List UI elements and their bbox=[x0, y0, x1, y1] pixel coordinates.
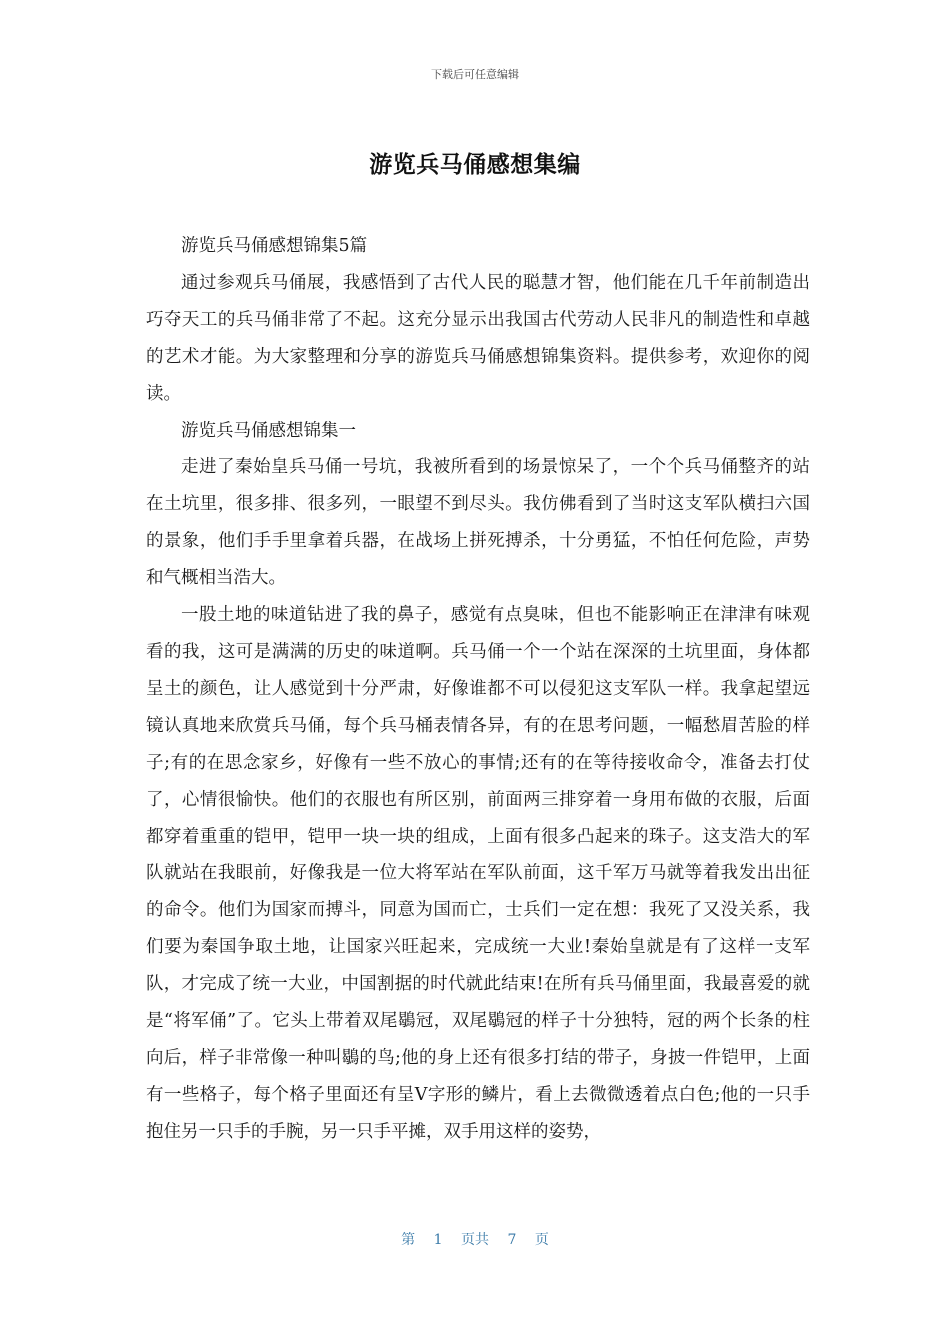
total-pages-number: 7 bbox=[507, 1232, 517, 1248]
page-label-suffix: 页 bbox=[534, 1232, 549, 1248]
current-page-number: 1 bbox=[433, 1232, 443, 1248]
paragraph-body-1: 走进了秦始皇兵马俑一号坑，我被所看到的场景惊呆了，一个个兵马俑整齐的站在土坑里，很多排、很多列，一眼望不到尽头。我仿佛看到了当时这支军队横扫六国的景象，他们手手里拿着兵器，在战场上拼死搏杀，十分勇猛，不怕任何危险，声势和气概相当浩大。 bbox=[146, 457, 810, 589]
page-label-prefix: 第 bbox=[401, 1232, 416, 1248]
paragraph-section-heading: 游览兵马俑感想锦集一 bbox=[181, 420, 356, 441]
paragraph-intro: 通过参观兵马俑展，我感悟到了古代人民的聪慧才智，他们能在几千年前制造出巧夺天工的兵马俑非常了不起。这充分显示出我国古代劳动人民非凡的制造性和卓越的艺术才能。为大家整理和分享的游览兵马俑感想锦集资料。提供参考，欢迎你的阅读。 bbox=[146, 272, 810, 404]
paragraph-subtitle: 游览兵马俑感想锦集5篇 bbox=[181, 236, 368, 256]
paragraph-body-2: 一股土地的味道钻进了我的鼻子，感觉有点臭味，但也不能影响正在津津有味观看的我，这可是满满的历史的味道啊。兵马俑一个一个站在深深的土坑里面，身体都呈土的颜色，让人感觉到十分严肃，好像谁都不可以侵犯这支军队一样。我拿起望远镜认真地来欣赏兵马俑，每个兵马桶表情各异，有的在思考问题，一幅愁眉苦脸的样子;有的在思念家乡，好像有一些不放心的事情;还有的在等待接收命令，准备去打仗了，心情很愉快。他们的衣服也有所区别，前面两三排穿着一身用布做的衣服，后面都穿着重重的铠甲，铠甲一块一块的组成，上面有很多凸起来的珠子。这支浩大的军队就站在我眼前，好像我是一位大将军站在军队前面，这千军万马就等着我发出出征的命令。他们为国家而搏斗，同意为国而亡，士兵们一定在想：我死了又没关系，我们要为秦国争取土地，让国家兴旺起来，完成统一大业!秦始皇就是有了这样一支军队，才完成了统一大业，中国割据的时代就此结束!在所有兵马俑里面，我最喜爱的就是“将军俑”了。它头上带着双尾鶡冠，双尾鶡冠的样子十分独特，冠的两个长条的柱向后，样子非常像一种叫鶡的鸟;他的身上还有很多打结的带子，身披一件铠甲，上面有一些格子，每个格子里面还有呈V字形的鳞片，看上去微微透着点白色;他的一只手抱住另一只手的手腕，另一只手平摊，双手用这样的姿势， bbox=[146, 605, 810, 1142]
document-title: 游览兵马俑感想集编 bbox=[369, 152, 581, 178]
page-label-mid: 页共 bbox=[461, 1232, 489, 1248]
header-note: 下载后可任意编辑 bbox=[431, 68, 519, 81]
page-footer bbox=[0, 1229, 950, 1249]
document-body bbox=[146, 228, 810, 1151]
